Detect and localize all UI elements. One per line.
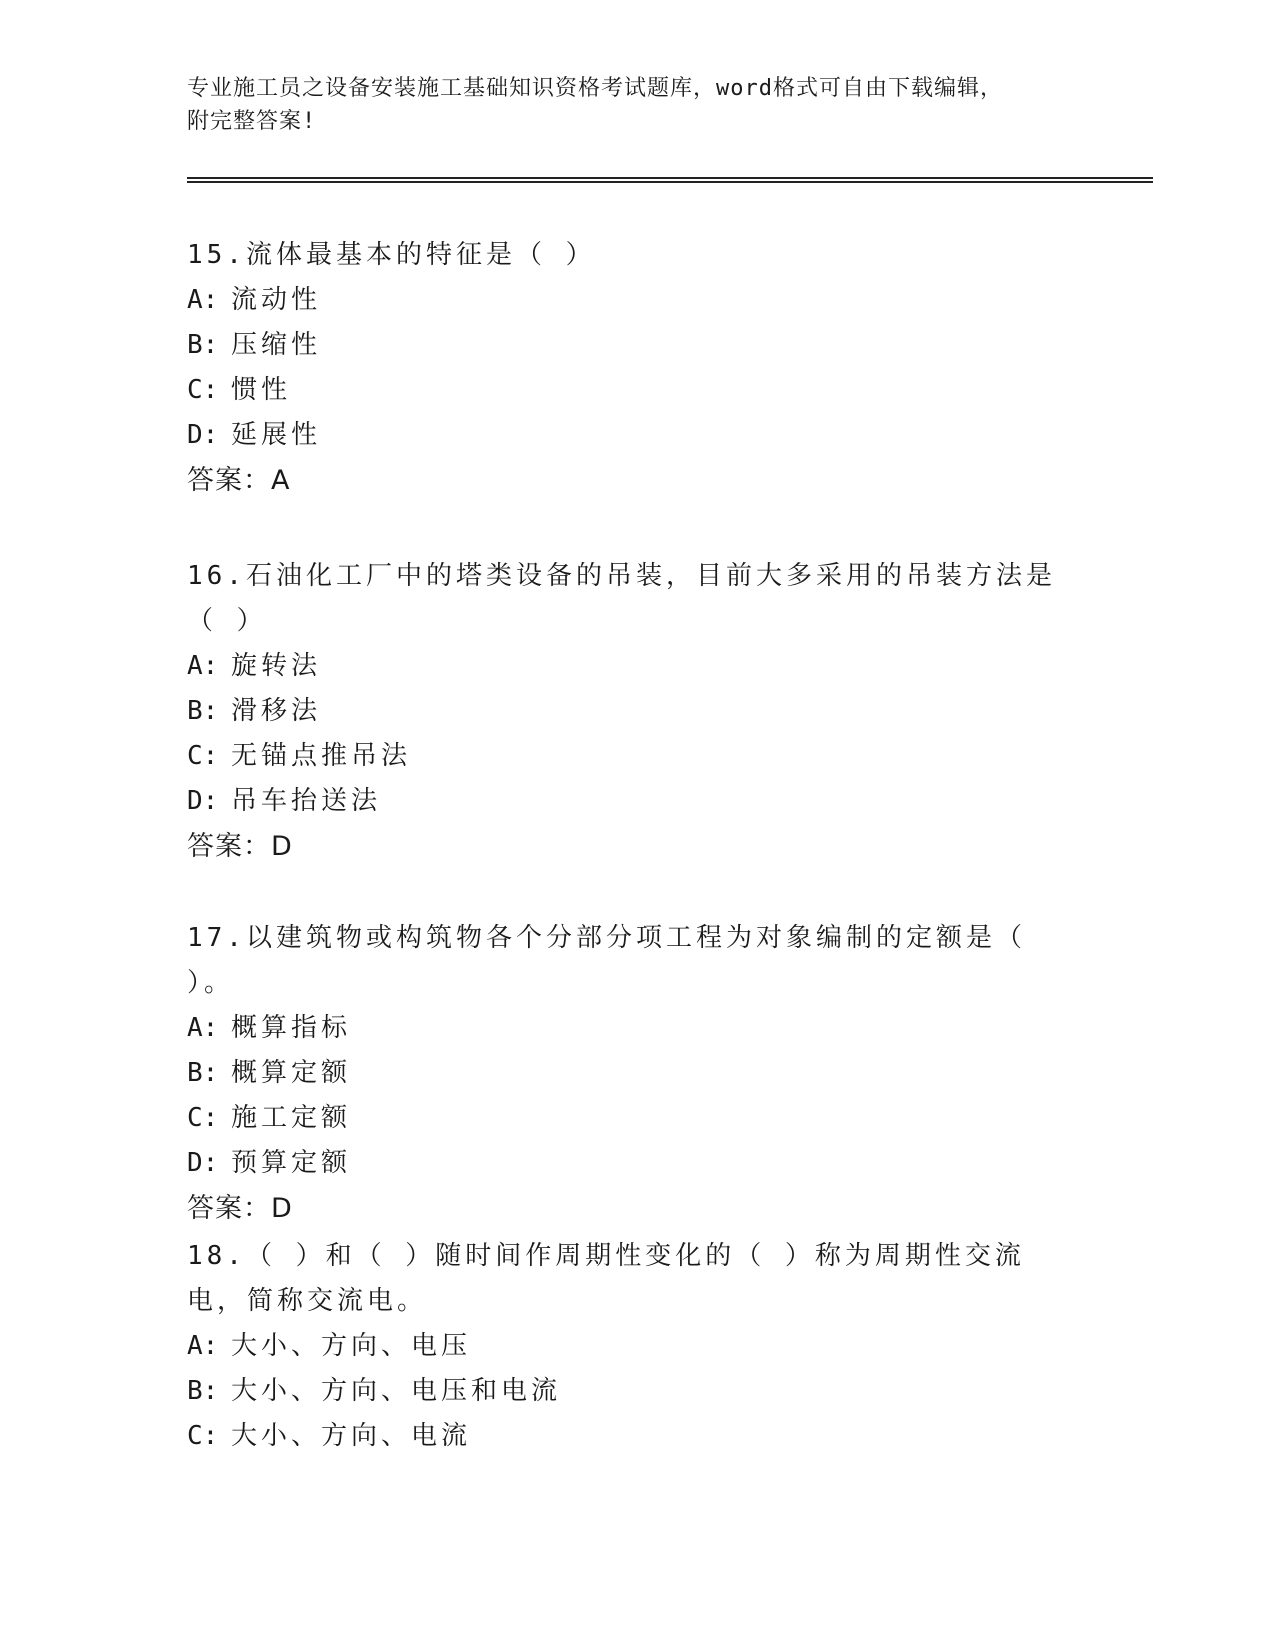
- question-15: [187, 233, 1067, 503]
- option-a: [187, 1324, 1067, 1369]
- option-c: [187, 1096, 1067, 1141]
- option-d: [187, 1141, 1067, 1186]
- option-text: 压缩性: [231, 330, 322, 360]
- option-key: B:: [187, 1376, 219, 1406]
- option-key: D:: [187, 1148, 219, 1178]
- question-stem: 15.流体最基本的特征是（ ）: [187, 240, 596, 270]
- option-text: 延展性: [231, 420, 322, 450]
- option-text: 预算定额: [231, 1148, 352, 1178]
- option-text: 施工定额: [231, 1103, 352, 1133]
- option-key: C:: [187, 375, 219, 405]
- header-divider-top: [187, 177, 1153, 179]
- header-line-1: 专业施工员之设备安装施工基础知识资格考试题库，word格式可自由下载编辑，: [187, 76, 1003, 101]
- question-stem: 17.以建筑物或构筑物各个分部分项工程为对象编制的定额是（ ）。: [187, 923, 1026, 998]
- option-key: D:: [187, 420, 219, 450]
- option-c: [187, 734, 1067, 779]
- option-d: [187, 413, 1067, 458]
- answer: 答案：D: [187, 1193, 293, 1224]
- option-a: [187, 644, 1067, 689]
- option-key: C:: [187, 1103, 219, 1133]
- option-a: [187, 1006, 1067, 1051]
- question-stem: 18.（ ）和（ ）随时间作周期性变化的（ ）称为周期性交流电，简称交流电。: [187, 1241, 1025, 1316]
- question-stem: 16.石油化工厂中的塔类设备的吊装，目前大多采用的吊装方法是（ ）: [187, 561, 1056, 636]
- option-b: [187, 1051, 1067, 1096]
- document-header: [187, 72, 1087, 138]
- question-16: [187, 554, 1067, 869]
- header-line-2: 附完整答案!: [187, 109, 317, 134]
- option-text: 吊车抬送法: [231, 786, 382, 816]
- question-17: [187, 916, 1067, 1231]
- option-text: 滑移法: [231, 696, 322, 726]
- option-text: 惯性: [231, 375, 292, 405]
- option-text: 无锚点推吊法: [231, 741, 412, 771]
- option-key: A:: [187, 1013, 219, 1043]
- option-key: A:: [187, 285, 219, 315]
- option-d: [187, 779, 1067, 824]
- option-text: 大小、方向、电压: [231, 1331, 472, 1361]
- option-key: C:: [187, 1421, 219, 1451]
- header-divider-bottom: [187, 181, 1153, 183]
- option-key: B:: [187, 696, 219, 726]
- option-c: [187, 1414, 1067, 1459]
- option-key: B:: [187, 1058, 219, 1088]
- option-text: 概算指标: [231, 1013, 352, 1043]
- option-key: A:: [187, 1331, 219, 1361]
- option-b: [187, 323, 1067, 368]
- question-18: [187, 1234, 1067, 1459]
- option-key: C:: [187, 741, 219, 771]
- option-key: B:: [187, 330, 219, 360]
- option-text: 流动性: [231, 285, 322, 315]
- option-key: D:: [187, 786, 219, 816]
- option-key: A:: [187, 651, 219, 681]
- option-b: [187, 1369, 1067, 1414]
- option-text: 概算定额: [231, 1058, 352, 1088]
- option-c: [187, 368, 1067, 413]
- answer: 答案：A: [187, 465, 291, 496]
- option-text: 大小、方向、电压和电流: [231, 1376, 562, 1406]
- answer: 答案：D: [187, 831, 293, 862]
- option-a: [187, 278, 1067, 323]
- option-text: 大小、方向、电流: [231, 1421, 472, 1451]
- option-text: 旋转法: [231, 651, 322, 681]
- option-b: [187, 689, 1067, 734]
